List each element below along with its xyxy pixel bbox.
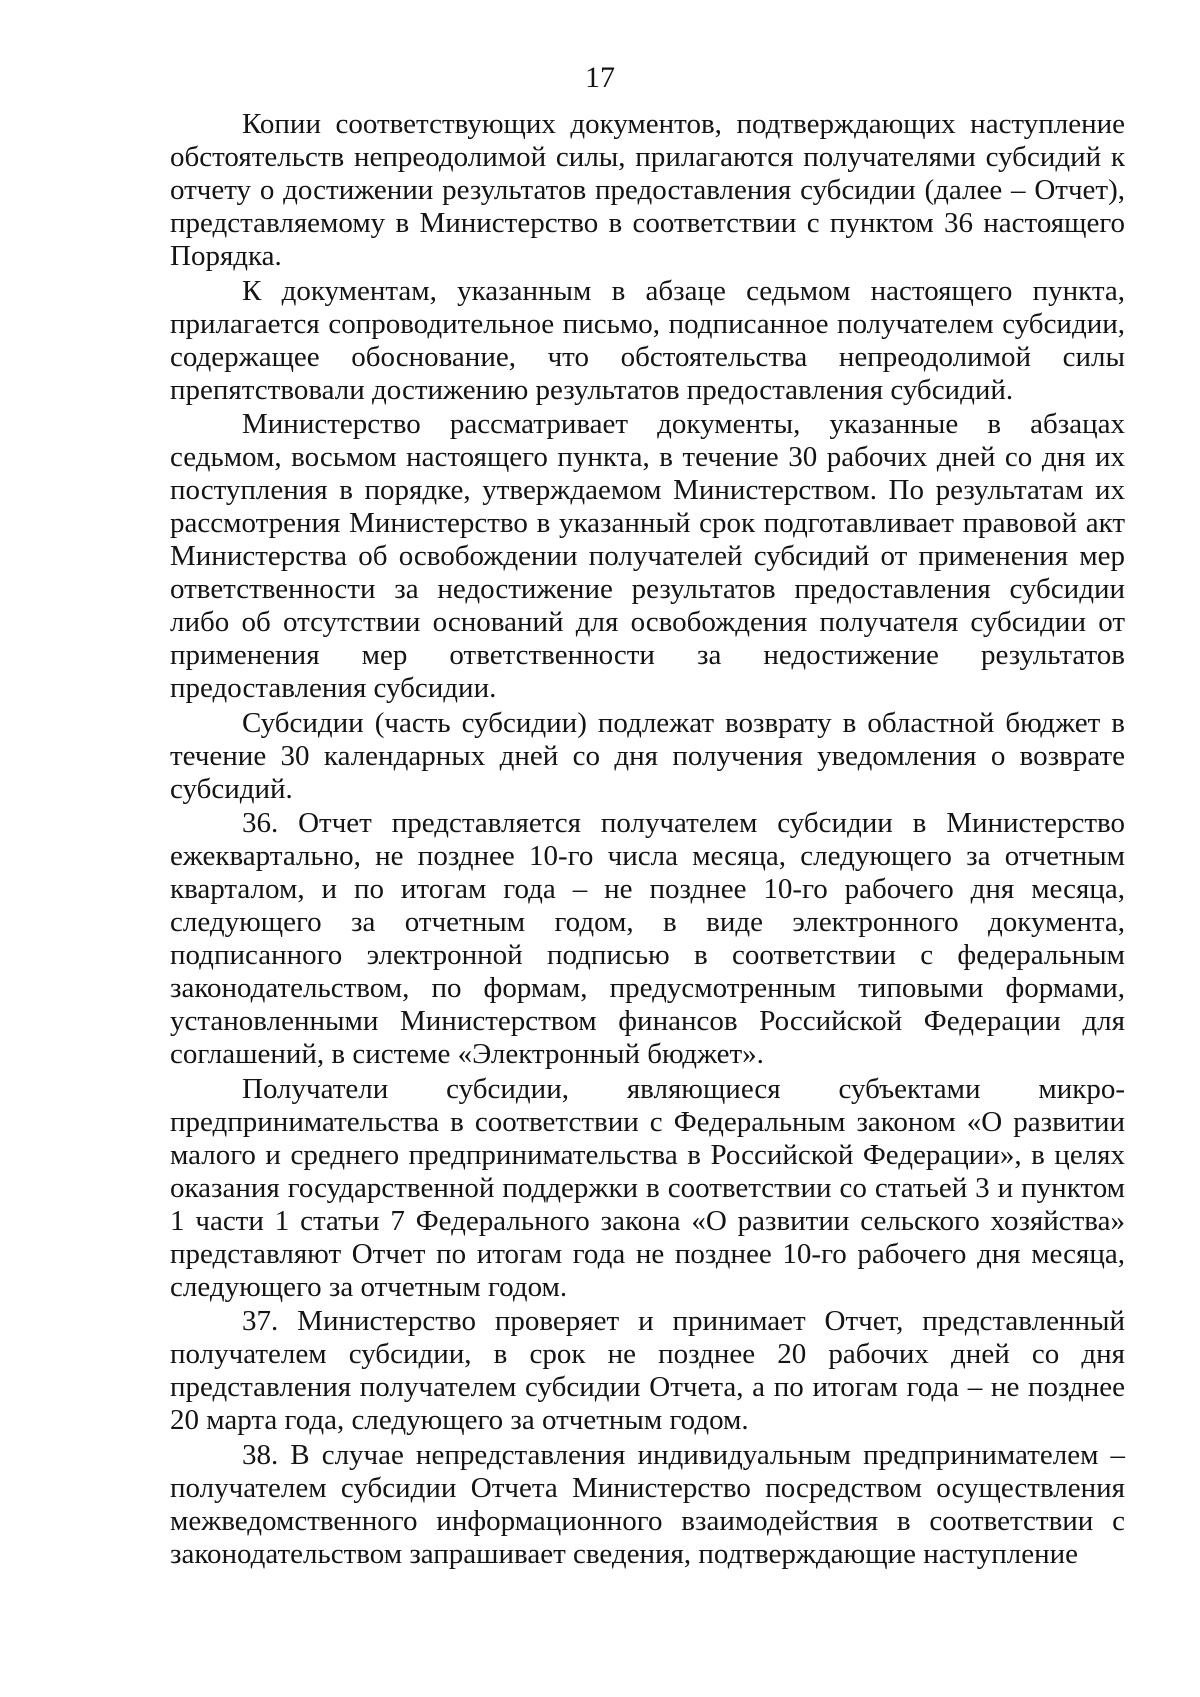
paragraph-force-majeure-copies: Копии соответствующих документов, подтверждающих наступление обстоятельств непреодолимой силы, прилагаются получателями субсидий к отчету о достижении результатов предоставления субсидии (далее – Отчет), представляемому в Министерство в соответствии с пунктом 36 настоящего Порядка.: [170, 108, 1125, 272]
paragraph-subsidy-return: Субсидии (часть субсидии) подлежат возврату в областной бюджет в течение 30 календарных дней со дня получения уведомления о возврате субсидий.: [170, 706, 1125, 805]
document-body: [170, 108, 1125, 1572]
paragraph-item-37: 37. Министерство проверяет и принимает Отчет, представленный получателем субсидии, в срок не позднее 20 рабочих дней со дня представления получателем субсидии Отчета, а по итогам года – не позднее 20 марта года, следующего за отчетным годом.: [170, 1305, 1125, 1436]
paragraph-ministry-review: Министерство рассматривает документы, указанные в абзацах седьмом, восьмом настоящего пункта, в течение 30 рабочих дней со дня их поступления в порядке, утверждаемом Министерством. По результатам их рассмотрения Министерство в указанный срок подготавливает правовой акт Министерства об освобождении получателей субсидий от применения мер ответственности за недостижение результатов предоставления субсидии либо об отсутствии оснований для освобождения получателя субсидии от применения мер ответственности за недостижение результатов предоставления субсидии.: [170, 408, 1125, 704]
paragraph-item-36: 36. Отчет представляется получателем субсидии в Министерство ежеквартально, не позднее 10-го числа месяца, следующего за отчетным кварталом, и по итогам года – не позднее 10-го рабочего дня месяца, следующего за отчетным годом, в виде электронного документа, подписанного электронной подписью в соответствии с федеральным законодательством, по формам, предусмотренным типовыми формами, установленными Министерством финансов Российской Федерации для соглашений, в системе «Электронный бюджет».: [170, 807, 1125, 1070]
paragraph-micro-enterprise: Получатели субсидии, являющиеся субъектами микро-предпринимательства в соответствии с Федеральным законом «О развитии малого и среднего предпринимательства в Российской Федерации», в целях оказания государственной поддержки в соответствии со статьей 3 и пунктом 1 части 1 статьи 7 Федерального закона «О развитии сельского хозяйства» представляют Отчет по итогам года не позднее 10-го рабочего дня месяца, следующего за отчетным годом.: [170, 1072, 1125, 1303]
paragraph-item-38: 38. В случае непредставления индивидуальным предпринимателем – получателем субсидии Отчета Министерство посредством осуществления межведомственного информационного взаимодействия в соответствии с законодательством запрашивает сведения, подтверждающие наступление: [170, 1438, 1125, 1570]
page-number: 17: [585, 61, 615, 94]
paragraph-cover-letter: К документам, указанным в абзаце седьмом настоящего пункта, прилагается сопроводительное письмо, подписанное получателем субсидии, содержащее обоснование, что обстоятельства непреодолимой силы препятствовали достижению результатов предоставления субсидий.: [170, 274, 1125, 406]
